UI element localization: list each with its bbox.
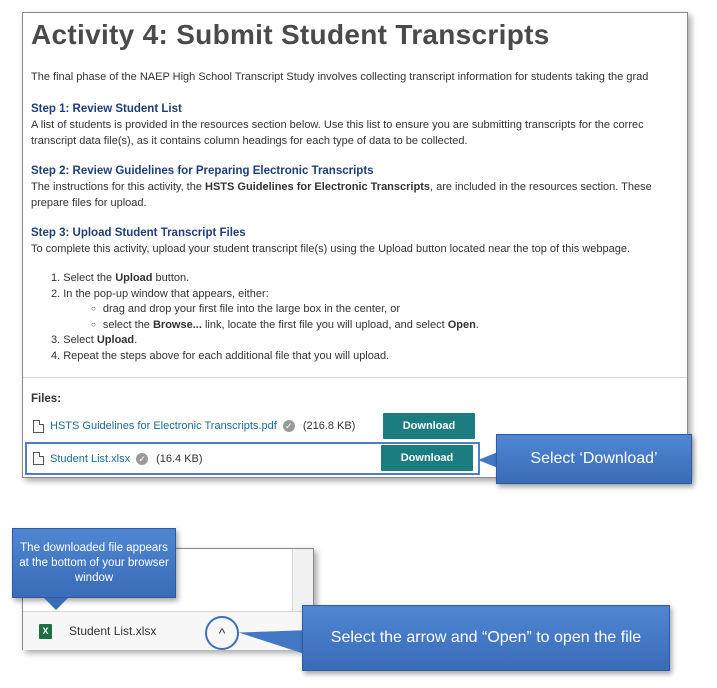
instruction-3-bold: Upload [96, 334, 135, 346]
option-browse-link-name: Browse... [152, 318, 202, 331]
file-size: (16.4 KB) [156, 452, 203, 465]
step-2-text-line-2: prepare files for upload. [31, 197, 147, 209]
instruction-3-post: . [134, 334, 138, 346]
callout-select-download: Select ‘Download’ [496, 434, 692, 484]
files-label: Files: [31, 393, 62, 405]
check-circle-icon: ✓ [136, 453, 148, 465]
instruction-1-bold: Upload [115, 272, 153, 284]
instruction-1-post: button. [152, 272, 190, 284]
file-link-guidelines[interactable]: HSTS Guidelines for Electronic Transcripts.pdf [50, 420, 277, 432]
step-2-heading: Step 2: Review Guidelines for Preparing Electronic Transcripts [31, 165, 374, 177]
activity-panel [22, 12, 688, 478]
divider [23, 377, 687, 378]
page-title: Activity 4: Submit Student Transcripts [31, 19, 550, 50]
excel-file-icon: X [39, 624, 52, 639]
instruction-3-pre: 3. Select [51, 334, 97, 346]
option-browse-post: . [475, 318, 479, 331]
upload-instructions [51, 271, 479, 364]
callout-info-pointer [44, 598, 68, 610]
step-2 [31, 163, 688, 211]
instruction-2 [51, 287, 479, 334]
step-2-text-post: , are included in the resources section. These [429, 181, 652, 193]
file-link-student-list[interactable]: Student List.xlsx [50, 452, 131, 465]
step-2-text-pre: The instructions for this activity, the [31, 181, 206, 193]
callout-download-pointer [478, 452, 498, 468]
step-2-text-line-1 [31, 179, 688, 195]
instruction-2-options [51, 302, 479, 333]
step-3-heading: Step 3: Upload Student Transcript Files [31, 227, 246, 239]
step-3 [31, 225, 688, 257]
file-size: (216.8 KB) [302, 420, 356, 432]
callout-downloaded-file-info: The downloaded file appears at the bottom of your browser window [12, 528, 176, 598]
step-1-text-line-2: transcript data file(s), as it contains column headings for each type of data to be collected. [31, 135, 468, 147]
option-browse-pre: select the [102, 318, 153, 331]
file-icon [33, 452, 44, 465]
download-button-student-list[interactable]: Download [381, 445, 473, 471]
step-3-text-line-1: To complete this activity, upload your student transcript file(s) using the Upload button located near the top of this webpage. [31, 243, 631, 255]
option-browse-mid: link, locate the first file you will upload, and select [201, 318, 448, 331]
instruction-1 [51, 271, 479, 287]
scrollbar[interactable] [292, 549, 313, 611]
file-row-student-list [25, 442, 480, 475]
step-2-guidelines-name: HSTS Guidelines for Electronic Transcripts [205, 181, 430, 193]
callout-select-arrow-open: Select the arrow and “Open” to open the file [302, 605, 670, 671]
instruction-2-option-browse [91, 318, 479, 334]
instruction-1-pre: 1. Select the [51, 272, 116, 284]
intro-text: The final phase of the NAEP High School Transcript Study involves collecting transcript information for students taking the grad [31, 71, 649, 83]
downloaded-file-name[interactable]: Student List.xlsx [69, 624, 157, 638]
option-browse-open-name: Open [447, 318, 476, 331]
download-button-guidelines[interactable]: Download [383, 413, 475, 439]
step-1-heading: Step 1: Review Student List [31, 103, 182, 115]
chevron-up-icon[interactable]: ^ [205, 616, 239, 650]
instruction-3 [51, 333, 479, 349]
file-icon [33, 420, 44, 433]
file-row-guidelines [27, 411, 475, 441]
instruction-4: 4. Repeat the steps above for each additional file that you will upload. [51, 349, 390, 362]
instruction-2-option-drag: ○ drag and drop your first file into the large box in the center, or [91, 302, 479, 318]
step-1 [31, 101, 688, 149]
instruction-2-text: 2. In the pop-up window that appears, either: [51, 287, 269, 300]
check-circle-icon: ✓ [283, 420, 295, 432]
step-1-text-line-1: A list of students is provided in the resources section below. Use this list to ensure you are submitting transcripts for the correc [31, 119, 644, 131]
